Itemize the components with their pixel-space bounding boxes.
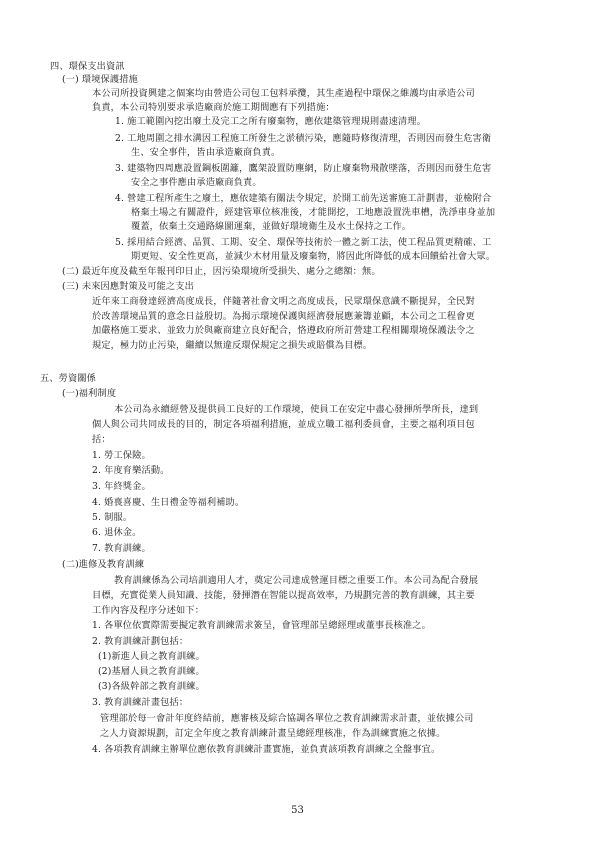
list-item: 3. 建築物四周應設置鋼板圍籬，鷹架設置防塵網，防止廢棄物飛散墜落，否則因而發生危害 <box>115 163 492 174</box>
paragraph-line: 本公司所投資興建之個案均由營造公司包工包料承攬，其生產過程中環保之維護均由承造公司 <box>92 88 475 99</box>
paragraph-line: 本公司為永續經營及提供員工良好的工作環境，使員工在安定中盡心發揮所學所長，達到 <box>114 404 479 415</box>
subsection-heading: (三) 未來因應對策及可能之支出 <box>62 281 194 292</box>
paragraph-line: 教育訓練係為公司培訓適用人才，奠定公司達成營運目標之重要工作。本公司為配合發展 <box>114 575 479 586</box>
subsection-heading: (二)進修及教育訓練 <box>62 559 145 570</box>
list-subitem: (1)新進人員之教育訓練。 <box>98 651 205 662</box>
list-item: 2. 年度育樂活動。 <box>92 465 170 476</box>
list-subitem: (3)各級幹部之教育訓練。 <box>98 681 205 692</box>
section-heading: 四、環保支出資訊 <box>50 61 125 72</box>
list-item: 5. 制服。 <box>92 512 133 523</box>
paragraph-line: 個人與公司共同成長的目的，制定各項福利措施，並成立職工福利委員會，主要之福利項目包 <box>92 419 475 430</box>
list-item: 1. 各單位依實際需要擬定教育訓練需求簽呈，會管理部呈總經理或董事長核准之。 <box>92 620 431 631</box>
paragraph-line: 工作內容及程序分述如下： <box>92 605 205 616</box>
list-item: 3. 教育訓練計畫包括： <box>92 697 189 708</box>
list-item: 4. 各項教育訓練主辦單位應依教育訓練計畫實施，並負責該項教育訓練之全盤事宜。 <box>92 744 441 755</box>
list-item-cont: 期更短、安全性更高，並減少木材用量及廢棄物，將因此所降低的成本回饋給社會大眾。 <box>131 251 496 262</box>
paragraph-line: 於改善環境品質的意念日益殷切。為揭示環境保護與經濟發展應兼籌並顧，本公司之工程會更 <box>92 311 475 322</box>
paragraph-line: 規定，極力防止污染，繼續以無違反環保規定之損失或賠償為目標。 <box>92 340 373 351</box>
list-item-cont: 之人力資源規劃，訂定全年度之教育訓練計畫呈總經理核准，作為訓練實施之依據。 <box>100 728 446 739</box>
section-heading: 五、勞資關係 <box>40 373 97 384</box>
paragraph-line: 加嚴格施工要求、並致力於與廠商建立良好配合，恪遵政府所訂營建工程相關環境保護法令之 <box>92 325 475 336</box>
list-subitem: (2)基層人員之教育訓練。 <box>98 666 205 677</box>
list-item: 7. 教育訓練。 <box>92 543 151 554</box>
paragraph-line: 負責，本公司特別要求承造廠商於施工期間應有下列措施： <box>92 102 335 113</box>
subsection-heading: (二) 最近年度及截至年報刊印日止，因污染環境所受損失、處分之總額：無。 <box>62 266 381 277</box>
list-item-cont: 格棄土場之有關證件，經建管單位核准後，才能開挖，工地應設置洗車槽，洗淨車身並加 <box>131 207 496 218</box>
list-item-cont: 覆蓋，依棄土交通路線圖運棄，並做好環境衛生及水土保持之工作。 <box>131 221 412 232</box>
list-item: 1. 施工範圍內挖出廢土及完工之所有廢棄物，應依建築管理規則盡速清理。 <box>115 116 426 127</box>
page-number: 53 <box>291 805 304 816</box>
paragraph-line: 近年來工商發達經濟高度成長，伴隨著社會文明之高度成長，民眾環保意識不斷提昇，全民對 <box>92 296 475 307</box>
list-item: 4. 婚喪喜慶、生日禮金等福利補助。 <box>92 497 245 508</box>
list-item-cont: 管理部於每一會計年度終結前，應審核及綜合協調各單位之教育訓練需求計畫，並依據公司 <box>100 713 474 724</box>
list-item: 4. 營建工程所產生之廢土，應依建築有關法令規定，於開工前先送審施工計劃書，並檢附合 <box>115 193 492 204</box>
paragraph-line: 目標，充實從業人員知識、技能，發揮潛在智能以提高效率，乃規劃完善的教育訓練，其主要 <box>92 590 475 601</box>
list-item-cont: 安全之事件應由承造廠商負責。 <box>131 177 262 188</box>
list-item: 1. 勞工保險。 <box>92 450 151 461</box>
list-item: 3. 年終獎金。 <box>92 481 151 492</box>
subsection-heading: (一) 環境保護措施 <box>62 74 138 85</box>
subsection-heading: (一)福利制度 <box>62 388 117 399</box>
list-item: 5. 採用結合經濟、品質、工期、安全、環保等技術於一體之新工法，使工程品質更精確、工 <box>115 237 492 248</box>
list-item-cont: 生、安全事件，皆由承造廠商負責。 <box>131 147 281 158</box>
list-item: 6. 退休金。 <box>92 527 142 538</box>
list-item: 2. 教育訓練計劃包括： <box>92 636 189 647</box>
paragraph-line: 括： <box>92 434 111 445</box>
list-item: 2. 工地周圍之排水溝因工程施工所發生之淤積污染，應隨時修復清理，否則因而發生危害衛 <box>115 133 492 144</box>
